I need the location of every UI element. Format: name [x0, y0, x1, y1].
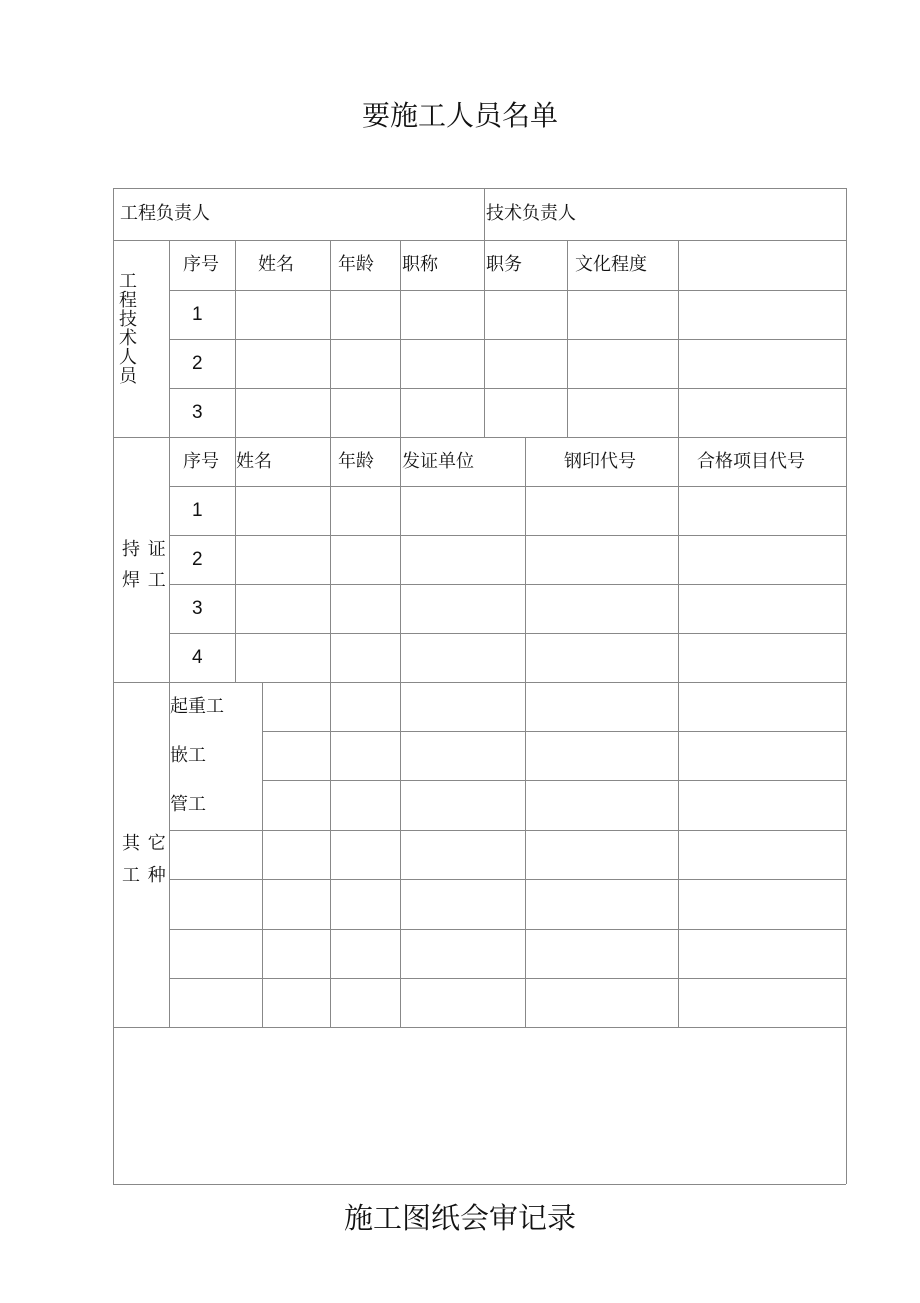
trade-label: 管工 — [170, 794, 206, 815]
col-header: 年龄 — [338, 451, 374, 472]
col-header: 序号 — [183, 451, 219, 472]
row-number: 2 — [192, 353, 203, 374]
col-header: 文化程度 — [575, 254, 647, 275]
row-number: 2 — [192, 549, 203, 570]
col-header: 职称 — [402, 254, 438, 275]
row-number: 1 — [192, 500, 203, 521]
other-group-label: 工 种 — [122, 865, 167, 886]
welders-group-label: 持 证 — [122, 539, 167, 560]
col-header: 年龄 — [338, 254, 374, 275]
engineers-group-label: 工程技术人员 — [119, 271, 137, 387]
row-number: 1 — [192, 304, 203, 325]
welders-group-label: 焊 工 — [122, 570, 167, 591]
col-header: 姓名 — [258, 254, 294, 275]
col-header: 钢印代号 — [564, 451, 636, 472]
page-title: 要施工人员名单 — [361, 99, 558, 132]
col-header: 职务 — [486, 254, 522, 275]
row-number: 4 — [192, 647, 203, 668]
other-group-label: 其 它 — [122, 833, 167, 854]
next-section-title: 施工图纸会审记录 — [343, 1201, 576, 1235]
trade-label: 起重工 — [170, 696, 224, 717]
project-lead-label: 工程负责人 — [120, 203, 210, 224]
tech-lead-label: 技术负责人 — [486, 203, 576, 224]
col-header: 合格项目代号 — [697, 451, 805, 472]
col-header: 姓名 — [236, 451, 272, 472]
row-number: 3 — [192, 598, 203, 619]
col-header: 序号 — [183, 254, 219, 275]
row-number: 3 — [192, 402, 203, 423]
col-header: 发证单位 — [402, 451, 474, 472]
trade-label: 嵌工 — [170, 745, 206, 766]
